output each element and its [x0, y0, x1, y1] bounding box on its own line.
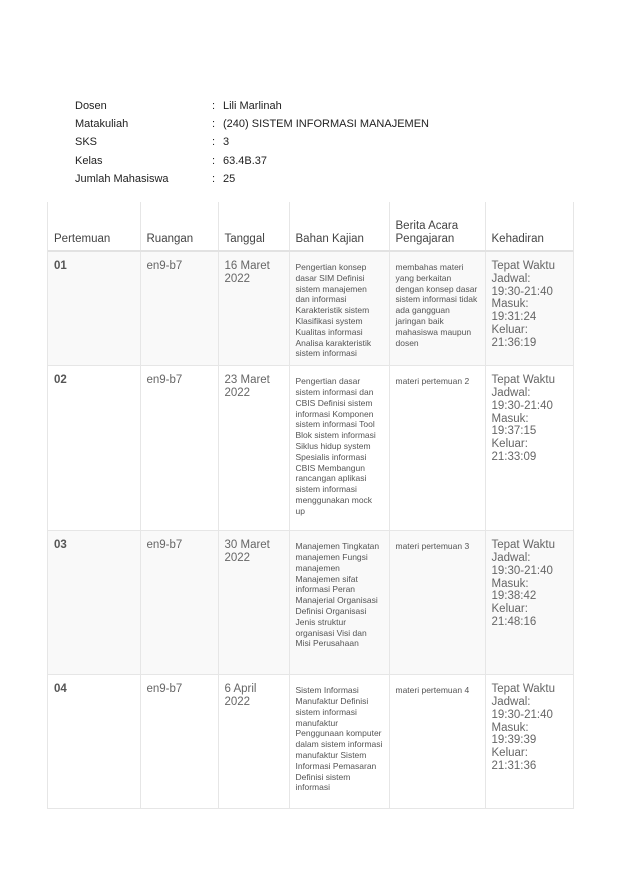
cell-pertemuan: 01 — [48, 251, 140, 366]
info-value: Lili Marlinah — [223, 100, 282, 112]
cell-tanggal: 6 April 2022 — [218, 675, 289, 808]
cell-kehadiran — [485, 251, 573, 366]
jadwal-label: Jadwal: — [491, 272, 531, 285]
info-label: Matakuliah — [75, 118, 129, 131]
info-row-kelas — [75, 154, 429, 172]
table-header-row — [48, 202, 573, 251]
info-value: 63.4B.37 — [223, 154, 268, 167]
column-header-tanggal: Tanggal — [218, 202, 289, 251]
attendance-status: Tepat Waktu — [491, 260, 555, 272]
cell-tanggal: 16 Maret 2022 — [218, 251, 289, 366]
info-value: 25 — [223, 172, 236, 185]
attendance-status: Tepat Waktu — [491, 374, 555, 387]
info-colon: : — [212, 154, 216, 167]
keluar-value: 21:31:36 — [491, 759, 537, 772]
cell-ruangan: en9-b7 — [140, 675, 218, 808]
cell-berita-acara: materi pertemuan 3 — [389, 531, 485, 675]
keluar-label: Keluar: — [491, 747, 528, 760]
info-label: SKS — [75, 136, 98, 149]
course-info — [75, 99, 429, 190]
cell-ruangan: en9-b7 — [140, 531, 218, 675]
cell-ruangan: en9-b7 — [140, 251, 218, 366]
cell-bahan-kajian: Pengertian dasar sistem informasi dan CBIS Definisi sistem informasi Komponen sistem informasi Tool Blok sistem informasi Siklus hidup system Spesialis informasi CBIS Membangun rancangan aplikasi sistem informasi menggunakan mock up — [289, 366, 389, 531]
info-colon: : — [212, 100, 216, 112]
masuk-label: Masuk: — [491, 577, 529, 590]
cell-bahan-kajian: Sistem Informasi Manufaktur Definisi sistem informasi manufaktur Penggunaan komputer dalam sistem informasi manufaktur Sistem Informasi Pemasaran Definisi sistem informasi — [289, 675, 389, 808]
column-header-pertemuan: Pertemuan — [48, 202, 140, 251]
info-label: Jumlah Mahasiswa — [75, 172, 169, 185]
keluar-value: 21:33:09 — [491, 450, 537, 463]
cell-berita-acara: materi pertemuan 2 — [389, 366, 485, 531]
cell-bahan-kajian: Pengertian konsep dasar SIM Definisi sistem manajemen dan informasi Karakteristik sistem Klasifikasi system Kualitas informasi Analisa karakteristik sistem informasi — [289, 251, 389, 366]
info-value: 3 — [223, 136, 230, 149]
column-header-bahan-kajian: Bahan Kajian — [289, 202, 389, 251]
column-header-berita-acara: Berita Acara Pengajaran — [389, 202, 485, 251]
keluar-value: 21:48:16 — [491, 615, 537, 628]
info-colon: : — [212, 136, 216, 149]
jadwal-label: Jadwal: — [491, 386, 531, 399]
cell-pertemuan: 04 — [48, 675, 140, 808]
info-row-jumlah-mahasiswa — [75, 172, 429, 190]
attendance-table — [48, 202, 573, 808]
cell-bahan-kajian: Manajemen Tingkatan manajemen Fungsi manajemen Manajemen sifat informasi Peran Manajerial Organisasi Definisi Organisasi Jenis struktur organisasi Visi dan Misi Perusahaan — [289, 531, 389, 675]
jadwal-label: Jadwal: — [491, 695, 531, 708]
attendance-table-container — [47, 202, 574, 809]
masuk-label: Masuk: — [491, 412, 529, 425]
info-label: Kelas — [75, 154, 103, 167]
masuk-label: Masuk: — [491, 721, 529, 734]
column-header-ruangan: Ruangan — [140, 202, 218, 251]
info-label: Dosen — [75, 100, 107, 112]
jadwal-value: 19:30-21:40 — [491, 564, 553, 577]
table-row — [48, 366, 573, 531]
jadwal-value: 19:30-21:40 — [491, 708, 553, 721]
masuk-value: 19:37:15 — [491, 425, 537, 438]
cell-ruangan: en9-b7 — [140, 366, 218, 531]
info-colon: : — [212, 118, 216, 131]
masuk-value: 19:38:42 — [491, 590, 537, 603]
jadwal-label: Jadwal: — [491, 551, 531, 564]
column-header-kehadiran: Kehadiran — [485, 202, 573, 251]
masuk-value: 19:39:39 — [491, 734, 537, 747]
keluar-label: Keluar: — [491, 323, 528, 336]
info-row-sks — [75, 135, 429, 153]
info-row-dosen — [75, 99, 429, 117]
masuk-value: 19:31:24 — [491, 311, 537, 324]
info-row-matakuliah — [75, 117, 429, 135]
table-row — [48, 251, 573, 366]
attendance-status: Tepat Waktu — [491, 683, 555, 696]
cell-pertemuan: 03 — [48, 531, 140, 675]
masuk-label: Masuk: — [491, 298, 529, 311]
keluar-label: Keluar: — [491, 603, 528, 616]
cell-berita-acara: membahas materi yang berkaitan dengan konsep dasar sistem informasi tidak ada gangguan jaringan baik mahasiswa maupun dosen — [389, 251, 485, 366]
jadwal-value: 19:30-21:40 — [491, 285, 553, 298]
cell-kehadiran — [485, 675, 573, 808]
cell-pertemuan: 02 — [48, 366, 140, 531]
info-colon: : — [212, 172, 216, 185]
table-row — [48, 675, 573, 808]
info-value: (240) SISTEM INFORMASI MANAJEMEN — [223, 118, 429, 131]
cell-berita-acara: materi pertemuan 4 — [389, 675, 485, 808]
table-row — [48, 531, 573, 675]
cell-kehadiran — [485, 531, 573, 675]
keluar-value: 21:36:19 — [491, 336, 537, 349]
cell-tanggal: 23 Maret 2022 — [218, 366, 289, 531]
keluar-label: Keluar: — [491, 438, 528, 451]
attendance-status: Tepat Waktu — [491, 539, 555, 552]
cell-kehadiran — [485, 366, 573, 531]
cell-tanggal: 30 Maret 2022 — [218, 531, 289, 675]
jadwal-value: 19:30-21:40 — [491, 399, 553, 412]
